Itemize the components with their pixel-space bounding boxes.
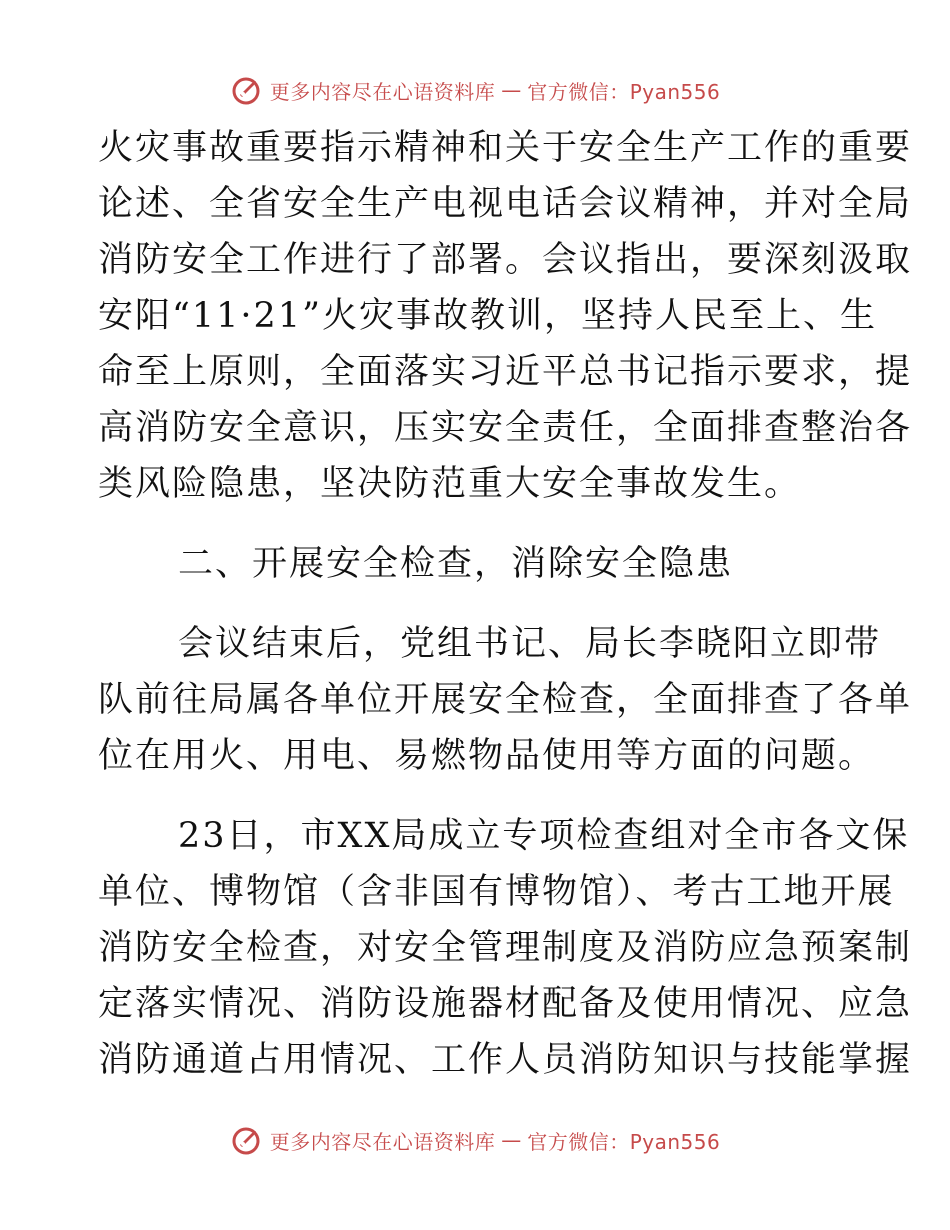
watermark-dash: — [501,78,522,102]
text-line: 安阳“11·21”火灾事故教训，坚持人民至上、生 [98,296,877,336]
text-line: 火灾事故重要指示精神和关于安全生产工作的重要 [98,128,913,168]
brand-logo-icon [230,1123,264,1157]
text-line: 消防安全工作进行了部署。会议指出，要深刻汲取 [98,240,913,280]
watermark-text: 更多内容尽在心语资料库 [269,1129,496,1154]
text-line: 会议结束后，党组书记、局长李晓阳立即带 [178,624,882,664]
text-line: 位在用火、用电、易燃物品使用等方面的问题。 [98,736,876,776]
watermark-text: 更多内容尽在心语资料库 [269,79,496,104]
watermark-dash: — [501,1128,522,1152]
text-line: 消防安全检查，对安全管理制度及消防应急预案制 [98,928,913,968]
text-line: 单位、博物馆（含非国有博物馆）、考古工地开展 [98,872,895,912]
watermark-header [0,70,950,110]
document-body [98,120,913,1088]
text-line: 论述、全省安全生产电视电话会议精神，并对全局 [98,184,913,224]
text-line: 命至上原则，全面落实习近平总书记指示要求，提 [98,352,913,392]
heading-line: 二、开展安全检查，消除安全隐患 [178,544,734,584]
paragraph-4 [98,808,913,1088]
text-line: 类风险隐患，坚决防范重大安全事故发生。 [98,464,802,504]
watermark-footer [0,1120,950,1160]
paragraph-spacer [98,592,858,616]
text-line: 队前往局属各单位开展安全检查，全面排查了各单 [98,680,913,720]
paragraph-spacer [98,784,858,808]
brand-logo-icon [230,73,264,107]
paragraph-spacer [98,512,858,536]
paragraph-3 [98,616,913,784]
text-line: 高消防安全意识，压实安全责任，全面排查整治各 [98,408,913,448]
paragraph-1 [98,120,913,512]
text-line: 定落实情况、消防设施器材配备及使用情况、应急 [98,984,913,1024]
text-line: 消防通道占用情况、工作人员消防知识与技能掌握 [98,1040,913,1080]
section-heading [98,536,858,592]
watermark-wechat: 官方微信：Pyan556 [527,1129,721,1154]
watermark-wechat: 官方微信：Pyan556 [527,79,721,104]
text-line: 23日，市XX局成立专项检查组对全市各文保 [178,816,910,856]
